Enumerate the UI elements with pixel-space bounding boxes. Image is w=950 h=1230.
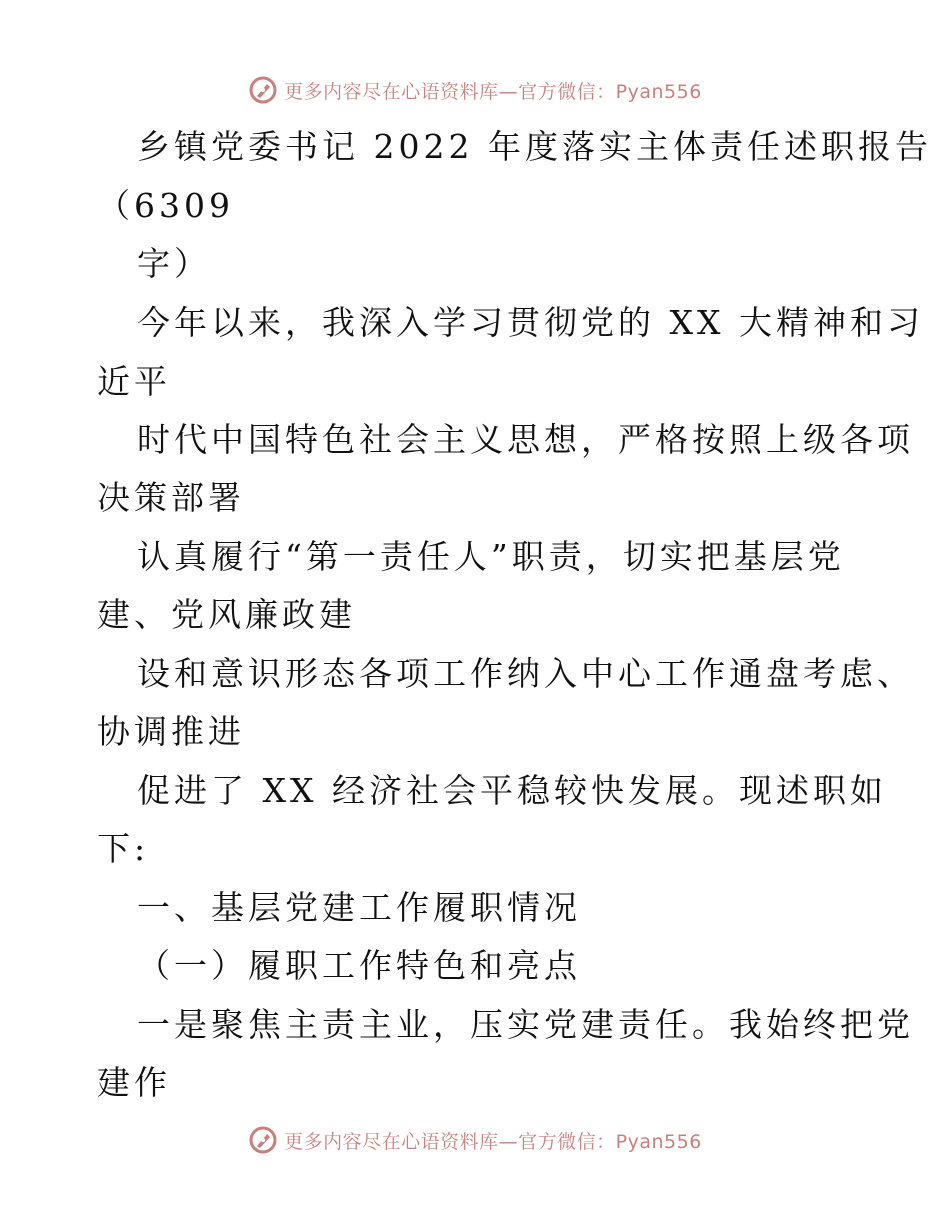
text-line: （6309 <box>97 186 234 225</box>
text-line: 认真履行“第一责任人”职责，切实把基层党 <box>137 537 845 576</box>
subsection-heading: （一）履职工作特色和亮点 <box>137 946 581 985</box>
text-line: 时代中国特色社会主义思想，严格按照上级各项 <box>137 420 914 459</box>
text-line: 促进了 XX 经济社会平稳较快发展。现述职如 <box>137 771 887 810</box>
document-title: 乡镇党委书记 2022 年度落实主体责任述职报告 <box>137 127 932 166</box>
text-line: 设和意识形态各项工作纳入中心工作通盘考虑、 <box>137 654 914 693</box>
text-line: 建作 <box>97 1063 171 1102</box>
text-line: 近平 <box>97 362 171 401</box>
text-line: 协调推进 <box>97 712 245 751</box>
watermark-banner-bottom <box>0 1120 950 1160</box>
text-line: 一是聚焦主责主业，压实党建责任。我始终把党 <box>137 1005 914 1044</box>
section-heading: 一、基层党建工作履职情况 <box>137 888 581 927</box>
text-line: 建、党风廉政建 <box>97 595 356 634</box>
watermark-text: 更多内容尽在心语资料库—官方微信：Pyan556 <box>284 1130 702 1153</box>
text-line: 决策部署 <box>97 478 245 517</box>
watermark-text: 更多内容尽在心语资料库—官方微信：Pyan556 <box>284 80 702 103</box>
pen-nib-circle-icon <box>248 1125 278 1155</box>
text-line: 今年以来，我深入学习贯彻党的 XX 大精神和习 <box>137 303 924 342</box>
text-line: 下: <box>97 829 150 868</box>
text-line: 字） <box>137 244 211 283</box>
